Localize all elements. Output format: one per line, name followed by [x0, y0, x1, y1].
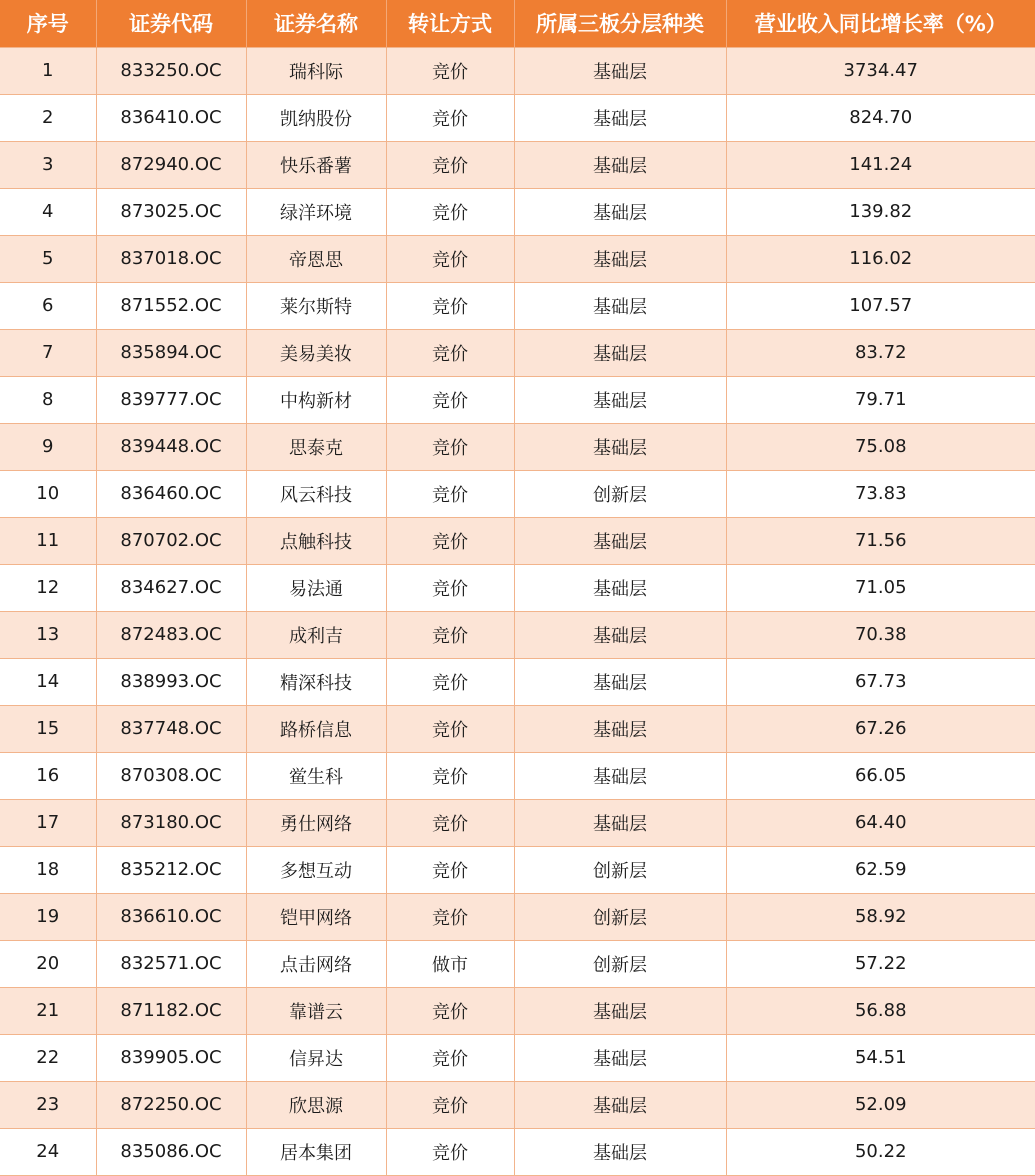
table-row — [0, 47, 1035, 94]
cell-tier: 基础层 — [514, 752, 726, 799]
cell-name: 路桥信息 — [246, 705, 386, 752]
cell-transfer-method: 竞价 — [386, 235, 514, 282]
cell-transfer-method: 竞价 — [386, 893, 514, 940]
table-row — [0, 376, 1035, 423]
cell-transfer-method: 竞价 — [386, 987, 514, 1034]
cell-name: 点触科技 — [246, 517, 386, 564]
cell-transfer-method: 竞价 — [386, 799, 514, 846]
cell-tier: 基础层 — [514, 705, 726, 752]
cell-transfer-method: 竞价 — [386, 564, 514, 611]
cell-index: 7 — [0, 329, 96, 376]
cell-revenue-growth: 83.72 — [726, 329, 1035, 376]
cell-index: 6 — [0, 282, 96, 329]
table-row — [0, 705, 1035, 752]
cell-revenue-growth: 66.05 — [726, 752, 1035, 799]
table-row — [0, 94, 1035, 141]
table-row — [0, 846, 1035, 893]
cell-tier: 创新层 — [514, 470, 726, 517]
cell-transfer-method: 竞价 — [386, 329, 514, 376]
table-row — [0, 282, 1035, 329]
cell-transfer-method: 竞价 — [386, 705, 514, 752]
table-row — [0, 564, 1035, 611]
cell-name: 思泰克 — [246, 423, 386, 470]
cell-transfer-method: 竞价 — [386, 752, 514, 799]
header-revenue-growth: 营业收入同比增长率（%） — [754, 12, 1007, 37]
cell-index: 9 — [0, 423, 96, 470]
cell-revenue-growth: 116.02 — [726, 235, 1035, 282]
cell-transfer-method: 竞价 — [386, 470, 514, 517]
cell-name: 凯纳股份 — [246, 94, 386, 141]
cell-revenue-growth: 75.08 — [726, 423, 1035, 470]
cell-code: 872483.OC — [96, 611, 246, 658]
cell-code: 838993.OC — [96, 658, 246, 705]
table-row — [0, 1081, 1035, 1128]
cell-index: 20 — [0, 940, 96, 987]
cell-revenue-growth: 57.22 — [726, 940, 1035, 987]
cell-tier: 基础层 — [514, 1128, 726, 1175]
cell-tier: 基础层 — [514, 423, 726, 470]
table-row — [0, 799, 1035, 846]
cell-revenue-growth: 50.22 — [726, 1128, 1035, 1175]
cell-index: 19 — [0, 893, 96, 940]
cell-code: 835894.OC — [96, 329, 246, 376]
cell-index: 22 — [0, 1034, 96, 1081]
cell-tier: 创新层 — [514, 846, 726, 893]
cell-revenue-growth: 824.70 — [726, 94, 1035, 141]
cell-tier: 基础层 — [514, 188, 726, 235]
cell-transfer-method: 竞价 — [386, 658, 514, 705]
cell-index: 8 — [0, 376, 96, 423]
cell-code: 873180.OC — [96, 799, 246, 846]
header-code: 证券代码 — [96, 0, 246, 47]
cell-transfer-method: 竞价 — [386, 611, 514, 658]
cell-code: 839905.OC — [96, 1034, 246, 1081]
table-row — [0, 470, 1035, 517]
cell-tier: 基础层 — [514, 235, 726, 282]
cell-code: 872250.OC — [96, 1081, 246, 1128]
cell-index: 21 — [0, 987, 96, 1034]
table-row — [0, 611, 1035, 658]
cell-revenue-growth: 139.82 — [726, 188, 1035, 235]
cell-revenue-growth: 56.88 — [726, 987, 1035, 1034]
cell-code: 870702.OC — [96, 517, 246, 564]
cell-code: 870308.OC — [96, 752, 246, 799]
cell-revenue-growth: 141.24 — [726, 141, 1035, 188]
table-row — [0, 752, 1035, 799]
cell-code: 833250.OC — [96, 47, 246, 94]
cell-tier: 基础层 — [514, 517, 726, 564]
cell-name: 靠谱云 — [246, 987, 386, 1034]
cell-name: 铠甲网络 — [246, 893, 386, 940]
table-row — [0, 987, 1035, 1034]
cell-transfer-method: 竞价 — [386, 1128, 514, 1175]
cell-index: 4 — [0, 188, 96, 235]
table-header — [0, 0, 1035, 47]
cell-tier: 基础层 — [514, 94, 726, 141]
cell-revenue-growth: 54.51 — [726, 1034, 1035, 1081]
cell-code: 836410.OC — [96, 94, 246, 141]
cell-revenue-growth: 64.40 — [726, 799, 1035, 846]
cell-transfer-method: 竞价 — [386, 423, 514, 470]
cell-index: 16 — [0, 752, 96, 799]
cell-name: 风云科技 — [246, 470, 386, 517]
table-row — [0, 423, 1035, 470]
cell-transfer-method: 竞价 — [386, 94, 514, 141]
cell-name: 快乐番薯 — [246, 141, 386, 188]
cell-code: 839777.OC — [96, 376, 246, 423]
cell-revenue-growth: 67.26 — [726, 705, 1035, 752]
cell-name: 勇仕网络 — [246, 799, 386, 846]
cell-index: 18 — [0, 846, 96, 893]
table-row — [0, 141, 1035, 188]
cell-name: 中构新材 — [246, 376, 386, 423]
cell-index: 11 — [0, 517, 96, 564]
cell-index: 5 — [0, 235, 96, 282]
cell-name: 帝恩思 — [246, 235, 386, 282]
cell-name: 易法通 — [246, 564, 386, 611]
cell-revenue-growth: 58.92 — [726, 893, 1035, 940]
cell-transfer-method: 竞价 — [386, 376, 514, 423]
cell-name: 多想互动 — [246, 846, 386, 893]
cell-revenue-growth: 71.05 — [726, 564, 1035, 611]
cell-code: 835086.OC — [96, 1128, 246, 1175]
cell-index: 24 — [0, 1128, 96, 1175]
cell-tier: 基础层 — [514, 47, 726, 94]
cell-code: 839448.OC — [96, 423, 246, 470]
table-row — [0, 893, 1035, 940]
cell-name: 绿洋环境 — [246, 188, 386, 235]
table-row — [0, 658, 1035, 705]
cell-transfer-method: 竞价 — [386, 188, 514, 235]
cell-tier: 基础层 — [514, 329, 726, 376]
cell-code: 834627.OC — [96, 564, 246, 611]
cell-index: 13 — [0, 611, 96, 658]
cell-transfer-method: 竞价 — [386, 282, 514, 329]
cell-tier: 基础层 — [514, 141, 726, 188]
cell-transfer-method: 竞价 — [386, 846, 514, 893]
cell-revenue-growth: 70.38 — [726, 611, 1035, 658]
cell-code: 835212.OC — [96, 846, 246, 893]
cell-name: 居本集团 — [246, 1128, 386, 1175]
cell-tier: 基础层 — [514, 376, 726, 423]
cell-name: 瑞科际 — [246, 47, 386, 94]
cell-name: 莱尔斯特 — [246, 282, 386, 329]
cell-revenue-growth: 52.09 — [726, 1081, 1035, 1128]
table-row — [0, 940, 1035, 987]
cell-index: 23 — [0, 1081, 96, 1128]
cell-tier: 基础层 — [514, 799, 726, 846]
cell-name: 欣思源 — [246, 1081, 386, 1128]
cell-code: 836610.OC — [96, 893, 246, 940]
cell-tier: 基础层 — [514, 1081, 726, 1128]
cell-transfer-method: 竞价 — [386, 141, 514, 188]
cell-transfer-method: 竞价 — [386, 517, 514, 564]
cell-code: 836460.OC — [96, 470, 246, 517]
cell-name: 美易美妆 — [246, 329, 386, 376]
header-transfer-method: 转让方式 — [386, 0, 514, 47]
cell-name: 成利吉 — [246, 611, 386, 658]
cell-tier: 基础层 — [514, 282, 726, 329]
cell-revenue-growth: 3734.47 — [726, 47, 1035, 94]
cell-index: 17 — [0, 799, 96, 846]
cell-tier: 基础层 — [514, 987, 726, 1034]
table-row — [0, 188, 1035, 235]
cell-code: 872940.OC — [96, 141, 246, 188]
table-body — [0, 47, 1035, 1175]
cell-code: 832571.OC — [96, 940, 246, 987]
cell-index: 1 — [0, 47, 96, 94]
header-name: 证券名称 — [246, 0, 386, 47]
cell-revenue-growth: 62.59 — [726, 846, 1035, 893]
cell-revenue-growth: 73.83 — [726, 470, 1035, 517]
cell-revenue-growth: 107.57 — [726, 282, 1035, 329]
cell-index: 10 — [0, 470, 96, 517]
table-row — [0, 235, 1035, 282]
cell-tier: 创新层 — [514, 893, 726, 940]
cell-tier: 基础层 — [514, 564, 726, 611]
cell-revenue-growth: 79.71 — [726, 376, 1035, 423]
header-row — [0, 0, 1035, 47]
cell-index: 2 — [0, 94, 96, 141]
cell-tier: 创新层 — [514, 940, 726, 987]
table-row — [0, 517, 1035, 564]
header-index: 序号 — [0, 0, 96, 47]
cell-tier: 基础层 — [514, 611, 726, 658]
cell-index: 3 — [0, 141, 96, 188]
cell-transfer-method: 做市 — [386, 940, 514, 987]
cell-transfer-method: 竞价 — [386, 47, 514, 94]
cell-name: 精深科技 — [246, 658, 386, 705]
cell-tier: 基础层 — [514, 658, 726, 705]
cell-revenue-growth: 71.56 — [726, 517, 1035, 564]
cell-code: 873025.OC — [96, 188, 246, 235]
table-row — [0, 1128, 1035, 1175]
table-row — [0, 329, 1035, 376]
cell-name: 点击网络 — [246, 940, 386, 987]
table-row — [0, 1034, 1035, 1081]
cell-code: 837018.OC — [96, 235, 246, 282]
cell-code: 871552.OC — [96, 282, 246, 329]
header-tier: 所属三板分层种类 — [514, 0, 726, 47]
cell-index: 15 — [0, 705, 96, 752]
cell-name: 信昇达 — [246, 1034, 386, 1081]
cell-revenue-growth: 67.73 — [726, 658, 1035, 705]
cell-code: 871182.OC — [96, 987, 246, 1034]
cell-code: 837748.OC — [96, 705, 246, 752]
cell-transfer-method: 竞价 — [386, 1081, 514, 1128]
cell-transfer-method: 竞价 — [386, 1034, 514, 1081]
cell-index: 14 — [0, 658, 96, 705]
cell-name: 鲎生科 — [246, 752, 386, 799]
cell-index: 12 — [0, 564, 96, 611]
cell-tier: 基础层 — [514, 1034, 726, 1081]
